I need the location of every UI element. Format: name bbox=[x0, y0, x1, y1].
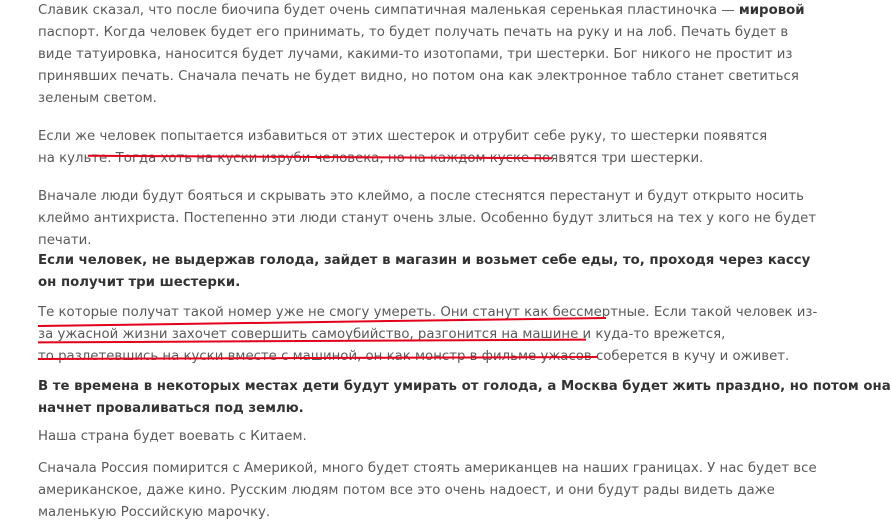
paragraph-line: Если же человек попытается избавиться от этих шестерок и отрубит себе руку, то шестерки появятся bbox=[38, 129, 768, 144]
paragraph-line: Те которые получат такой номер уже не смогу умереть. Они станут как бессмертные. Если такой человек из- bbox=[38, 305, 818, 320]
paragraph-line: клеймо антихриста. Постепенно эти люди станут очень злые. Особенно будут злиться на тех у кого не будет bbox=[38, 211, 817, 226]
paragraph-line: Наша страна будет воевать с Китаем. bbox=[38, 429, 307, 444]
paragraph-line: виде татуировка, наносится будет лучами, какими-то изотопами, три шестерки. Бог никого не простит из bbox=[38, 47, 793, 62]
paragraph-line: то разлетевшись на куски вместе с машиной, он как монстр в фильме ужасов соберется в кучу и оживет. bbox=[38, 349, 790, 364]
paragraph-line: начнет проваливаться под землю. bbox=[38, 401, 304, 416]
paragraph-line: паспорт. Когда человек будет его принимать, то будет получать печать на руку и на лоб. Печать будет в bbox=[38, 25, 789, 40]
paragraph-line: американское, даже кино. Русским людям потом все это очень надоест, и они будут рады видеть даже bbox=[38, 483, 775, 498]
paragraph-4 bbox=[38, 250, 810, 294]
paragraph-7 bbox=[38, 426, 307, 448]
paragraph-line: на культе. Тогда хоть на куски изруби человека, но на каждом куске появятся три шестерки. bbox=[38, 151, 704, 166]
paragraph-line: за ужасной жизни захочет совершить самоубийство, разгонится на машине и куда-то врежется, bbox=[38, 327, 726, 342]
paragraph-line: Вначале люди будут бояться и скрывать это клеймо, а после стеснятся перестанут и будут открыто носить bbox=[38, 189, 804, 204]
paragraph-line: В те времена в некоторых местах дети будут умирать от голода, а Москва будет жить праздно, но потом она bbox=[38, 379, 891, 394]
paragraph-line: зеленым светом. bbox=[38, 91, 157, 106]
bold-phrase: мировой bbox=[738, 3, 805, 18]
paragraph-1 bbox=[38, 0, 805, 110]
paragraph-line: он получит три шестерки. bbox=[38, 275, 241, 290]
paragraph-8 bbox=[38, 458, 817, 524]
paragraph-line: принявших печать. Сначала печать не будет видно, но потом она как электронное табло станет светиться bbox=[38, 69, 799, 84]
paragraph-3 bbox=[38, 186, 816, 252]
paragraph-line: маленькую Российскую марочку. bbox=[38, 505, 271, 520]
paragraph-line: Сначала Россия помирится с Америкой, много будет стоять американцев на наших границах. У нас будет все bbox=[38, 461, 817, 476]
paragraph-2 bbox=[38, 126, 767, 170]
paragraph-line: Славик сказал, что после биочипа будет очень симпатичная маленькая серенькая пластиночка — мировой bbox=[38, 3, 805, 18]
paragraph-line: печати. bbox=[38, 233, 92, 248]
paragraph-line: Если человек, не выдержав голода, зайдет в магазин и возьмет себе еды, то, проходя через кассу bbox=[38, 253, 811, 268]
paragraph-6 bbox=[38, 376, 891, 420]
